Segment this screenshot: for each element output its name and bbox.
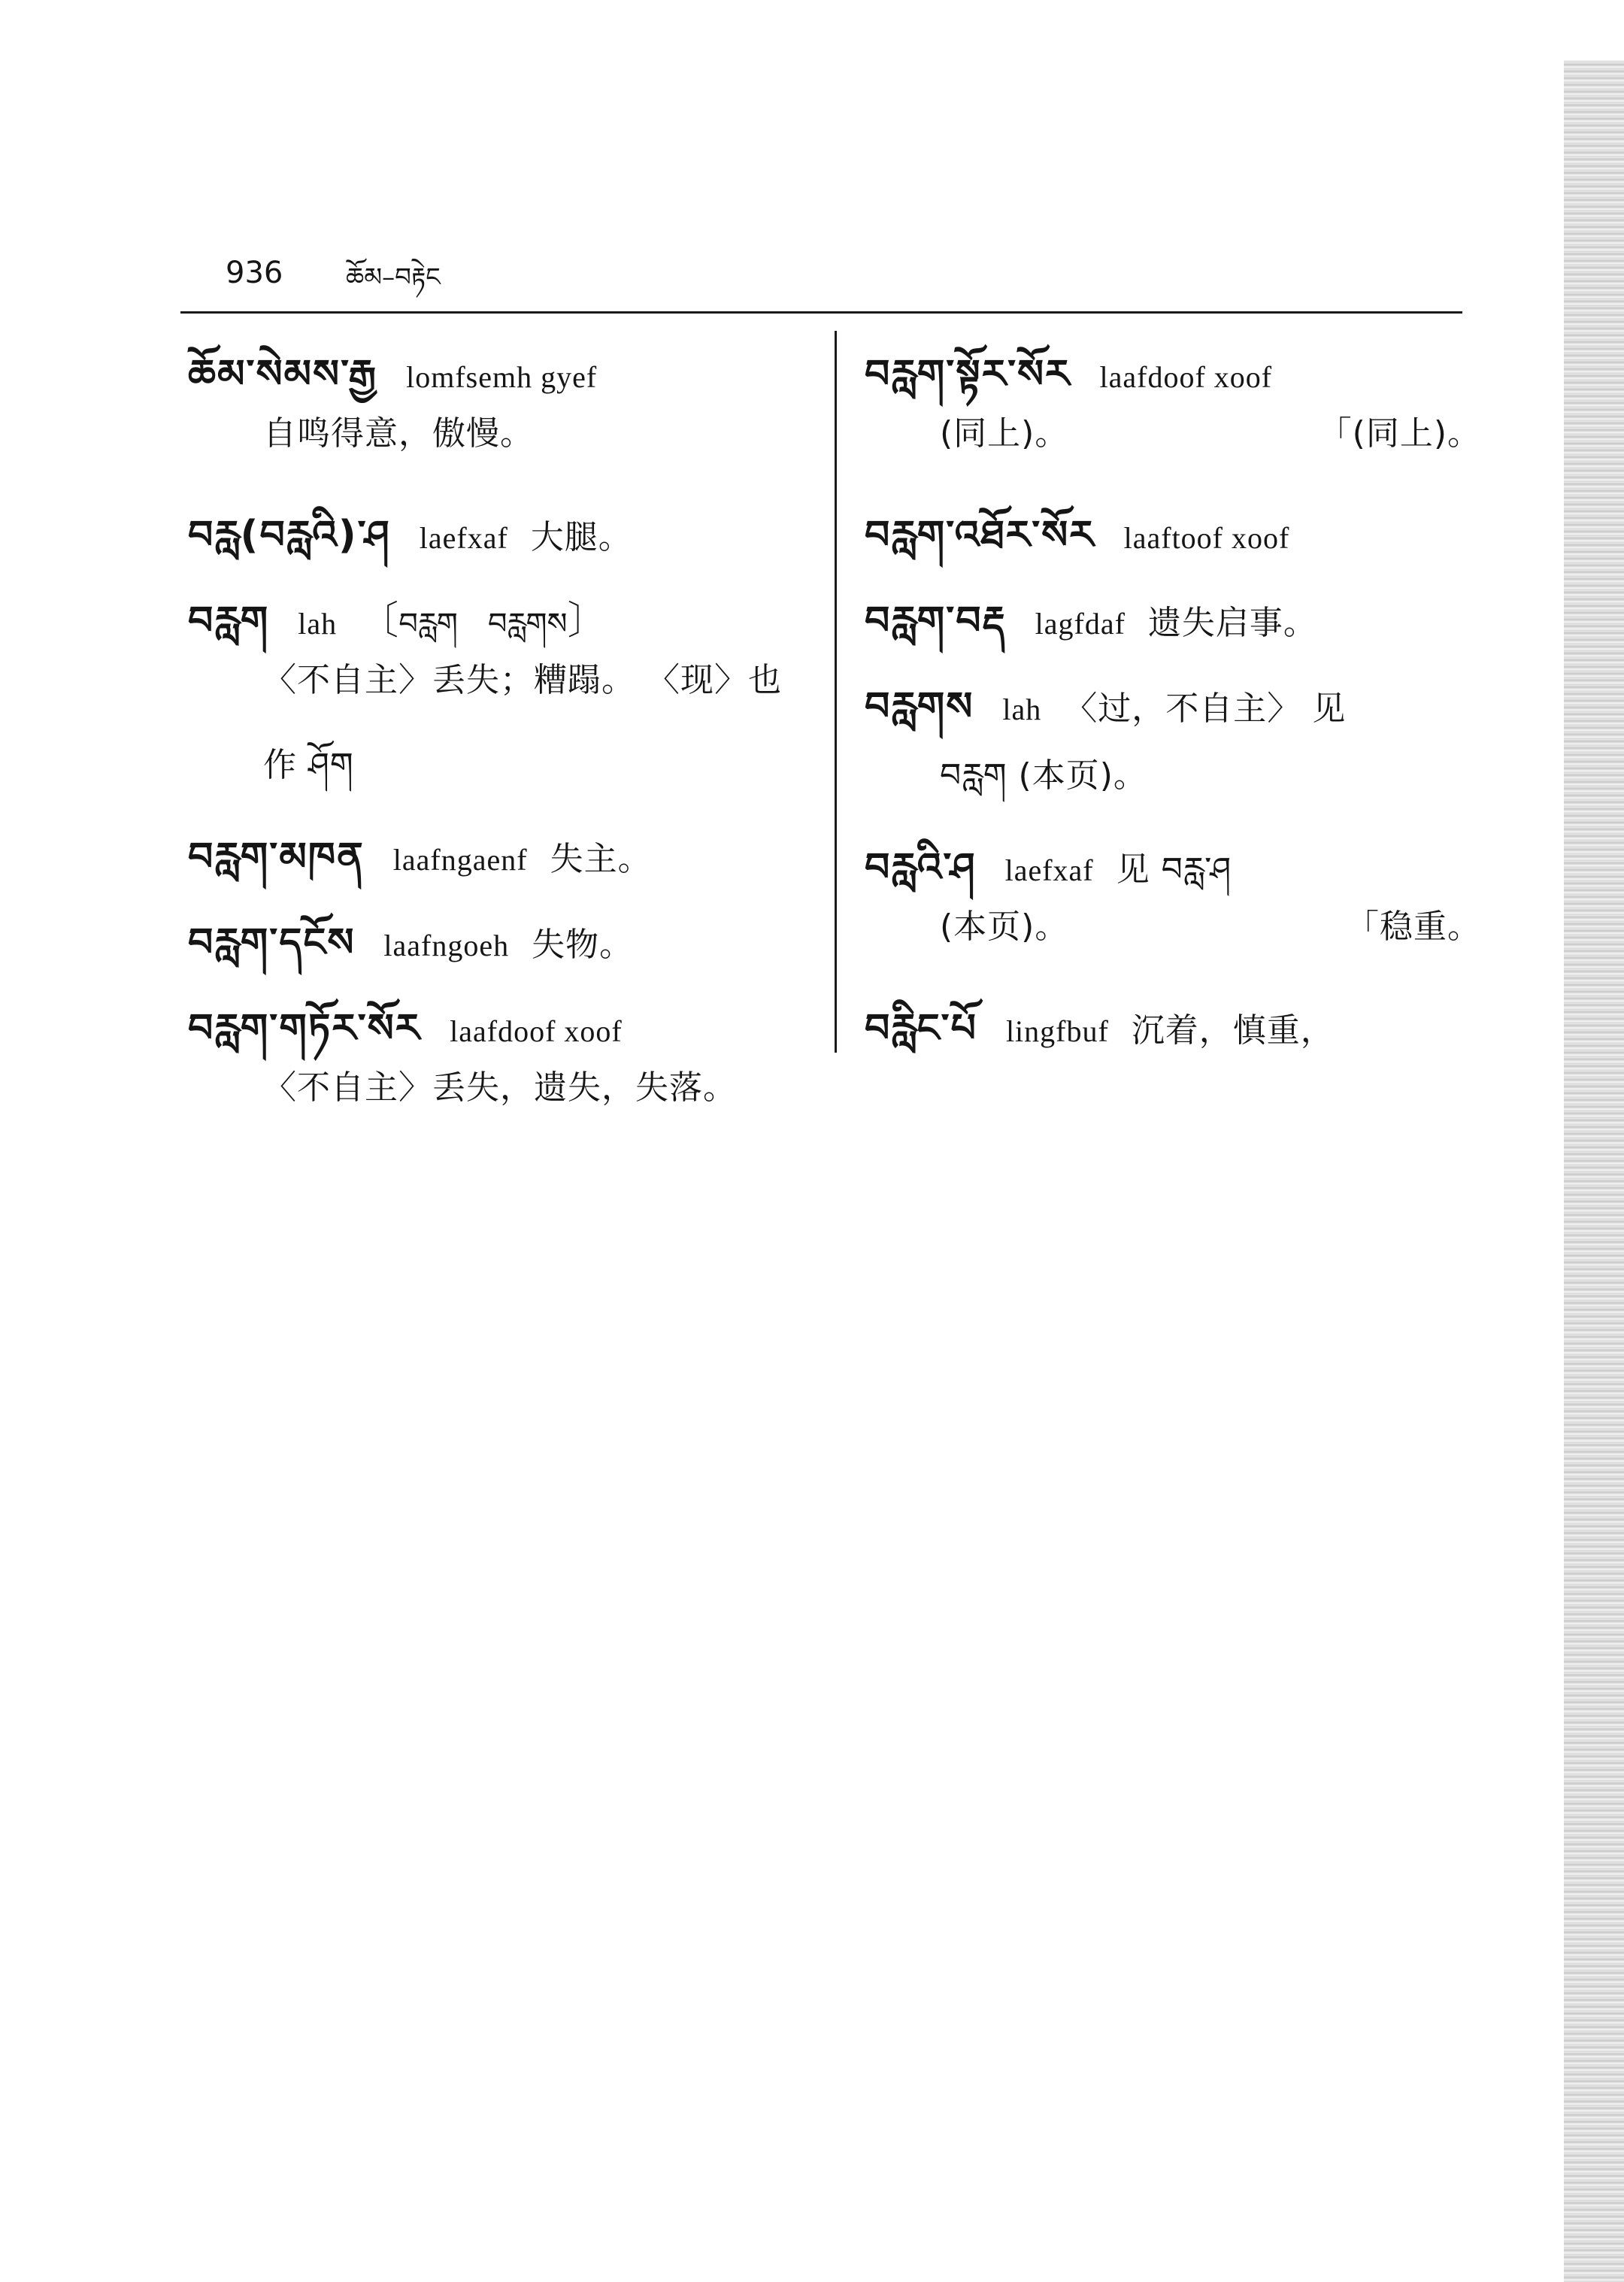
dictionary-entry xyxy=(188,577,812,803)
entry-headword: བརླག xyxy=(188,599,270,644)
entry-headword: བརླག་འཐོར་སོར xyxy=(865,513,1095,558)
entry-definition: 见 བརླ་ཤ xyxy=(1116,850,1232,889)
bracket-open: 〔 xyxy=(359,599,399,644)
entry-romanization: lah xyxy=(298,607,338,641)
entry-definition: 「稳重。 xyxy=(1346,908,1481,946)
entry-definition: 作 ཤོག xyxy=(263,746,354,784)
dictionary-entry xyxy=(188,814,812,889)
entry-romanization: laaftoof xoof xyxy=(1123,521,1290,555)
inflected-form: བརླག xyxy=(398,607,458,641)
entry-headword: བརླག་སྟོར་སོར xyxy=(865,352,1071,397)
entry-definition: 〈不自主〉丢失；糟蹋。 〈现〉也 xyxy=(263,661,782,699)
entry-headword: བརླའི་ཤ xyxy=(865,845,977,890)
dictionary-entry xyxy=(188,492,812,567)
dictionary-entry xyxy=(865,985,1481,1060)
entry-headword: བརླག་དངོས xyxy=(188,920,356,965)
dictionary-entry xyxy=(865,331,1481,481)
entry-headword: བརླ(བརླའི)་ཤ xyxy=(188,513,391,558)
entry-definition: 〈过，不自主〉 见 xyxy=(1064,689,1347,728)
dictionary-entry xyxy=(188,331,812,481)
entry-headword: བརླག་མཁན xyxy=(188,835,365,880)
entry-romanization: lingfbuf xyxy=(1005,1014,1109,1048)
entry-romanization: laafdoof xoof xyxy=(450,1014,623,1048)
entry-romanization: laefxaf xyxy=(1004,853,1094,887)
dictionary-entry xyxy=(865,663,1481,814)
entry-definition: 遗失启事。 xyxy=(1147,604,1317,642)
entry-romanization: laafngaenf xyxy=(392,843,528,877)
dictionary-entry xyxy=(865,492,1481,567)
entry-definition: བརླག (本页)。 xyxy=(940,756,1147,795)
entry-definition: 沉着，慎重， xyxy=(1131,1011,1335,1050)
entry-romanization: lah xyxy=(1002,692,1042,726)
entry-headword: བརླག་བརྡ xyxy=(865,599,1007,644)
entry-definition: 大腿。 xyxy=(530,518,632,556)
inflected-form: བརླགས xyxy=(487,607,568,641)
entry-romanization: lomfsemh gyef xyxy=(406,360,598,394)
column-divider xyxy=(835,331,837,1053)
left-column xyxy=(188,331,812,1146)
entry-headword: བརླིང་པོ xyxy=(865,1006,977,1051)
entry-definition: 「(同上)。 xyxy=(1318,414,1481,453)
bracket-close: 〕 xyxy=(567,599,607,644)
running-head: ཆོམ–བརྟེང xyxy=(346,262,441,292)
entry-romanization: laafngoeh xyxy=(383,929,510,962)
entry-definition: 失物。 xyxy=(532,926,634,964)
entry-definition: (本页)。 xyxy=(940,908,1069,946)
scan-edge xyxy=(1564,60,1624,2282)
entry-definition: 失主。 xyxy=(550,840,652,878)
header-rule xyxy=(180,311,1462,314)
page-number: 936 xyxy=(226,256,283,290)
entry-definition: 〈不自主〉丢失，遗失，失落。 xyxy=(263,1068,737,1107)
entry-definition: (同上)。 xyxy=(940,414,1069,453)
entry-headword: བརླག་གཏོར་སོར xyxy=(188,1006,422,1051)
entry-romanization: laafdoof xoof xyxy=(1099,360,1273,394)
entry-romanization: laefxaf xyxy=(419,521,508,555)
entry-headword: བརླགས xyxy=(865,684,974,729)
entry-definition: 自鸣得意，傲慢。 xyxy=(263,414,534,453)
entry-headword: ཆོམ་སེམས་རྒྱ xyxy=(188,352,378,397)
dictionary-entry xyxy=(188,985,812,1135)
dictionary-entry xyxy=(865,577,1481,653)
dictionary-entry xyxy=(865,824,1481,974)
right-column xyxy=(865,331,1481,1071)
dictionary-entry xyxy=(188,899,812,974)
entry-romanization: lagfdaf xyxy=(1035,607,1126,641)
